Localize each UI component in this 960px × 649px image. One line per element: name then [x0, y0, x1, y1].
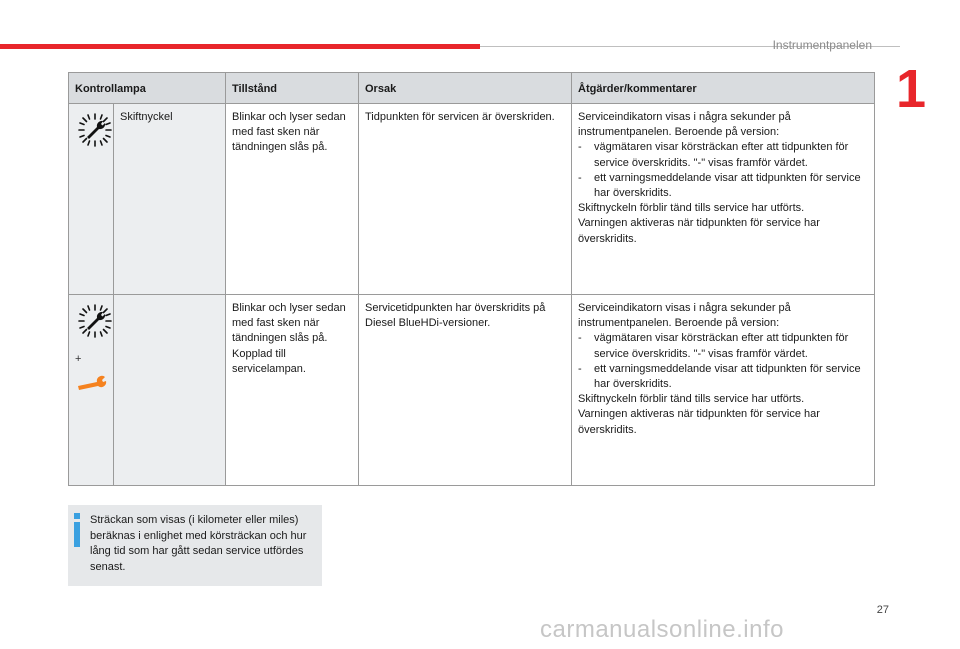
action-outro: Varningen aktiveras när tidpunkten för service har överskridits.: [578, 408, 820, 436]
state-cell: Blinkar och lyser sedan med fast sken när tändningen slås på. Kopplad till servicelampan.: [226, 295, 359, 486]
wrench-warning-icon: [75, 110, 115, 150]
chapter-number: 1: [896, 59, 927, 119]
table-row: [69, 104, 875, 295]
bullet-text: vägmätaren visar körsträckan efter att tidpunkten för service överskridits. "-" visas framför värdet.: [594, 332, 849, 360]
cause-cell: Tidpunkten för servicen är överskriden.: [359, 104, 572, 295]
cause-cell: Servicetidpunkten har överskridits på Diesel BlueHDi-versioner.: [359, 295, 572, 486]
lamp-icon-cell: [69, 295, 114, 486]
service-wrench-icon: [75, 373, 109, 393]
action-outro: Varningen aktiveras när tidpunkten för service har överskridits.: [578, 217, 820, 245]
bullet-text: vägmätaren visar körsträckan efter att tidpunkten för service överskridits. "-" visas framför värdet.: [594, 141, 849, 169]
list-item: - vägmätaren visar körsträckan efter att tidpunkten för service överskridits. "-" visas framför värdet.: [578, 140, 868, 170]
watermark: carmanualsonline.info: [540, 616, 784, 643]
bullet-text: ett varningsmeddelande visar att tidpunkten för service har överskridits.: [594, 171, 861, 200]
info-note: [68, 505, 322, 586]
table-header-row: [69, 73, 875, 104]
table-row: [69, 295, 875, 486]
action-outro: Skiftnyckeln förblir tänd tills service har utförts.: [578, 202, 805, 215]
action-intro: Serviceindikatorn visas i några sekunder på instrumentpanelen. Beroende på version:: [578, 302, 791, 330]
info-note-text: Sträckan som visas (i kilometer eller miles) beräknas i enlighet med körsträckan och hur lång tid som har gått sedan service utfördes senast.: [90, 514, 307, 573]
action-cell: [572, 104, 875, 295]
wrench-warning-icon: [75, 301, 115, 341]
list-item: - ett varningsmeddelande visar att tidpunkten för service har överskridits.: [578, 171, 868, 201]
col-header-action: Åtgärder/kommentarer: [572, 73, 875, 104]
section-title: Instrumentpanelen: [772, 38, 872, 52]
header-accent-bar: [0, 44, 480, 49]
action-outro: Skiftnyckeln förblir tänd tills service har utförts.: [578, 393, 805, 406]
plus-sign: +: [75, 353, 82, 366]
state-cell: Blinkar och lyser sedan med fast sken när tändningen slås på.: [226, 104, 359, 295]
list-item: - ett varningsmeddelande visar att tidpunkten för service har överskridits.: [578, 362, 868, 392]
action-cell: [572, 295, 875, 486]
col-header-lamp: Kontrollampa: [69, 73, 226, 104]
info-icon: [74, 513, 80, 547]
col-header-state: Tillstånd: [226, 73, 359, 104]
bullet-text: ett varningsmeddelande visar att tidpunkten för service har överskridits.: [594, 362, 861, 391]
list-item: - vägmätaren visar körsträckan efter att tidpunkten för service överskridits. "-" visas framför värdet.: [578, 331, 868, 361]
lamp-name: [114, 295, 226, 486]
lamp-icon-cell: [69, 104, 114, 295]
warning-lamp-table: [68, 72, 875, 486]
action-intro: Serviceindikatorn visas i några sekunder på instrumentpanelen. Beroende på version:: [578, 111, 791, 139]
page-number: 27: [876, 604, 889, 616]
lamp-name: Skiftnyckel: [114, 104, 226, 295]
col-header-cause: Orsak: [359, 73, 572, 104]
